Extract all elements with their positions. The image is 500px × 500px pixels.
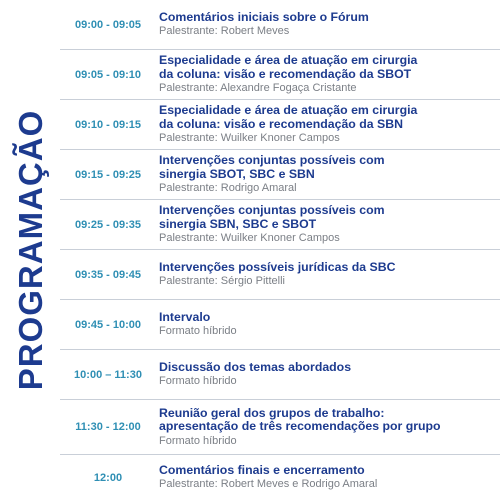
schedule-list [60, 0, 500, 500]
schedule-subtitle: Palestrante: Robert Meves e Rodrigo Amaral [159, 478, 378, 491]
schedule-content [159, 50, 500, 99]
schedule-subtitle: Palestrante: Alexandre Fogaça Cristante [159, 82, 357, 94]
schedule-subtitle: Palestrante: Wuilker Knoner Campos [159, 232, 340, 244]
schedule-subtitle: Palestrante: Rodrigo Amaral [159, 182, 297, 194]
schedule-time: 10:00 – 11:30 [74, 368, 142, 381]
schedule-row [60, 150, 500, 200]
schedule-title-line: sinergia SBN, SBC e SBOT [159, 216, 317, 231]
schedule-content [159, 300, 500, 349]
schedule-time: 11:30 - 12:00 [75, 421, 141, 433]
schedule-title-line: Comentários iniciais sobre o Fórum [159, 9, 369, 24]
schedule-content [159, 455, 500, 500]
schedule-row [60, 300, 500, 350]
schedule-time: 09:00 - 09:05 [74, 18, 142, 31]
schedule-title-line: Comentários finais e encerramento [159, 462, 365, 477]
schedule-time: 12:00 [93, 471, 123, 484]
schedule-time: 09:45 - 10:00 [74, 318, 142, 331]
schedule-subtitle: Palestrante: Wuilker Knoner Campos [159, 132, 340, 144]
schedule-title-line: Intervenções conjuntas possíveis com [159, 203, 385, 217]
schedule-content [159, 400, 500, 454]
schedule-content [159, 150, 500, 199]
schedule-content [159, 350, 500, 399]
schedule-title-line: Intervenções conjuntas possíveis com [159, 153, 385, 167]
page-title: PROGRAMAÇÃO [12, 109, 49, 391]
schedule-title-line: da coluna: visão e recomendação da SBOT [159, 66, 412, 81]
schedule-subtitle: Palestrante: Robert Meves [159, 25, 290, 38]
schedule-row [60, 250, 500, 300]
schedule-row [60, 455, 500, 500]
schedule-subtitle: Formato híbrido [159, 375, 237, 388]
schedule-title-line: Intervenções possíveis jurídicas da SBC [159, 259, 396, 274]
schedule-time: 09:35 - 09:45 [74, 268, 142, 281]
schedule-content [159, 100, 500, 149]
schedule-row [60, 200, 500, 250]
schedule-content [159, 250, 500, 299]
schedule-content [159, 200, 500, 249]
schedule-row [60, 50, 500, 100]
schedule-title-line: sinergia SBOT, SBC e SBN [159, 166, 315, 181]
schedule-subtitle: Formato híbrido [159, 325, 237, 338]
schedule-title-line: Especialidade e área de atuação em cirurgia [159, 103, 418, 117]
schedule-time: 09:25 - 09:35 [74, 218, 142, 231]
schedule-row [60, 350, 500, 400]
side-title-area [0, 0, 56, 500]
schedule-title-line: Intervalo [159, 309, 211, 324]
schedule-title-line: da coluna: visão e recomendação da SBN [159, 116, 403, 131]
schedule-title-line: Discussão dos temas abordados [159, 359, 352, 374]
schedule-row [60, 400, 500, 455]
schedule-title-line: Reunião geral dos grupos de trabalho: [159, 405, 385, 420]
schedule-content [159, 0, 500, 49]
schedule-title-line: apresentação de três recomendações por grupo [159, 419, 441, 433]
schedule-time: 09:10 - 09:15 [74, 118, 142, 131]
schedule-time: 09:05 - 09:10 [74, 68, 142, 81]
schedule-row [60, 100, 500, 150]
schedule-time: 09:15 - 09:25 [74, 168, 142, 181]
schedule-row [60, 0, 500, 50]
schedule-subtitle: Formato híbrido [159, 434, 237, 447]
schedule-title-line: Especialidade e área de atuação em cirurgia [159, 53, 418, 67]
schedule-subtitle: Palestrante: Sérgio Pittelli [159, 275, 285, 288]
